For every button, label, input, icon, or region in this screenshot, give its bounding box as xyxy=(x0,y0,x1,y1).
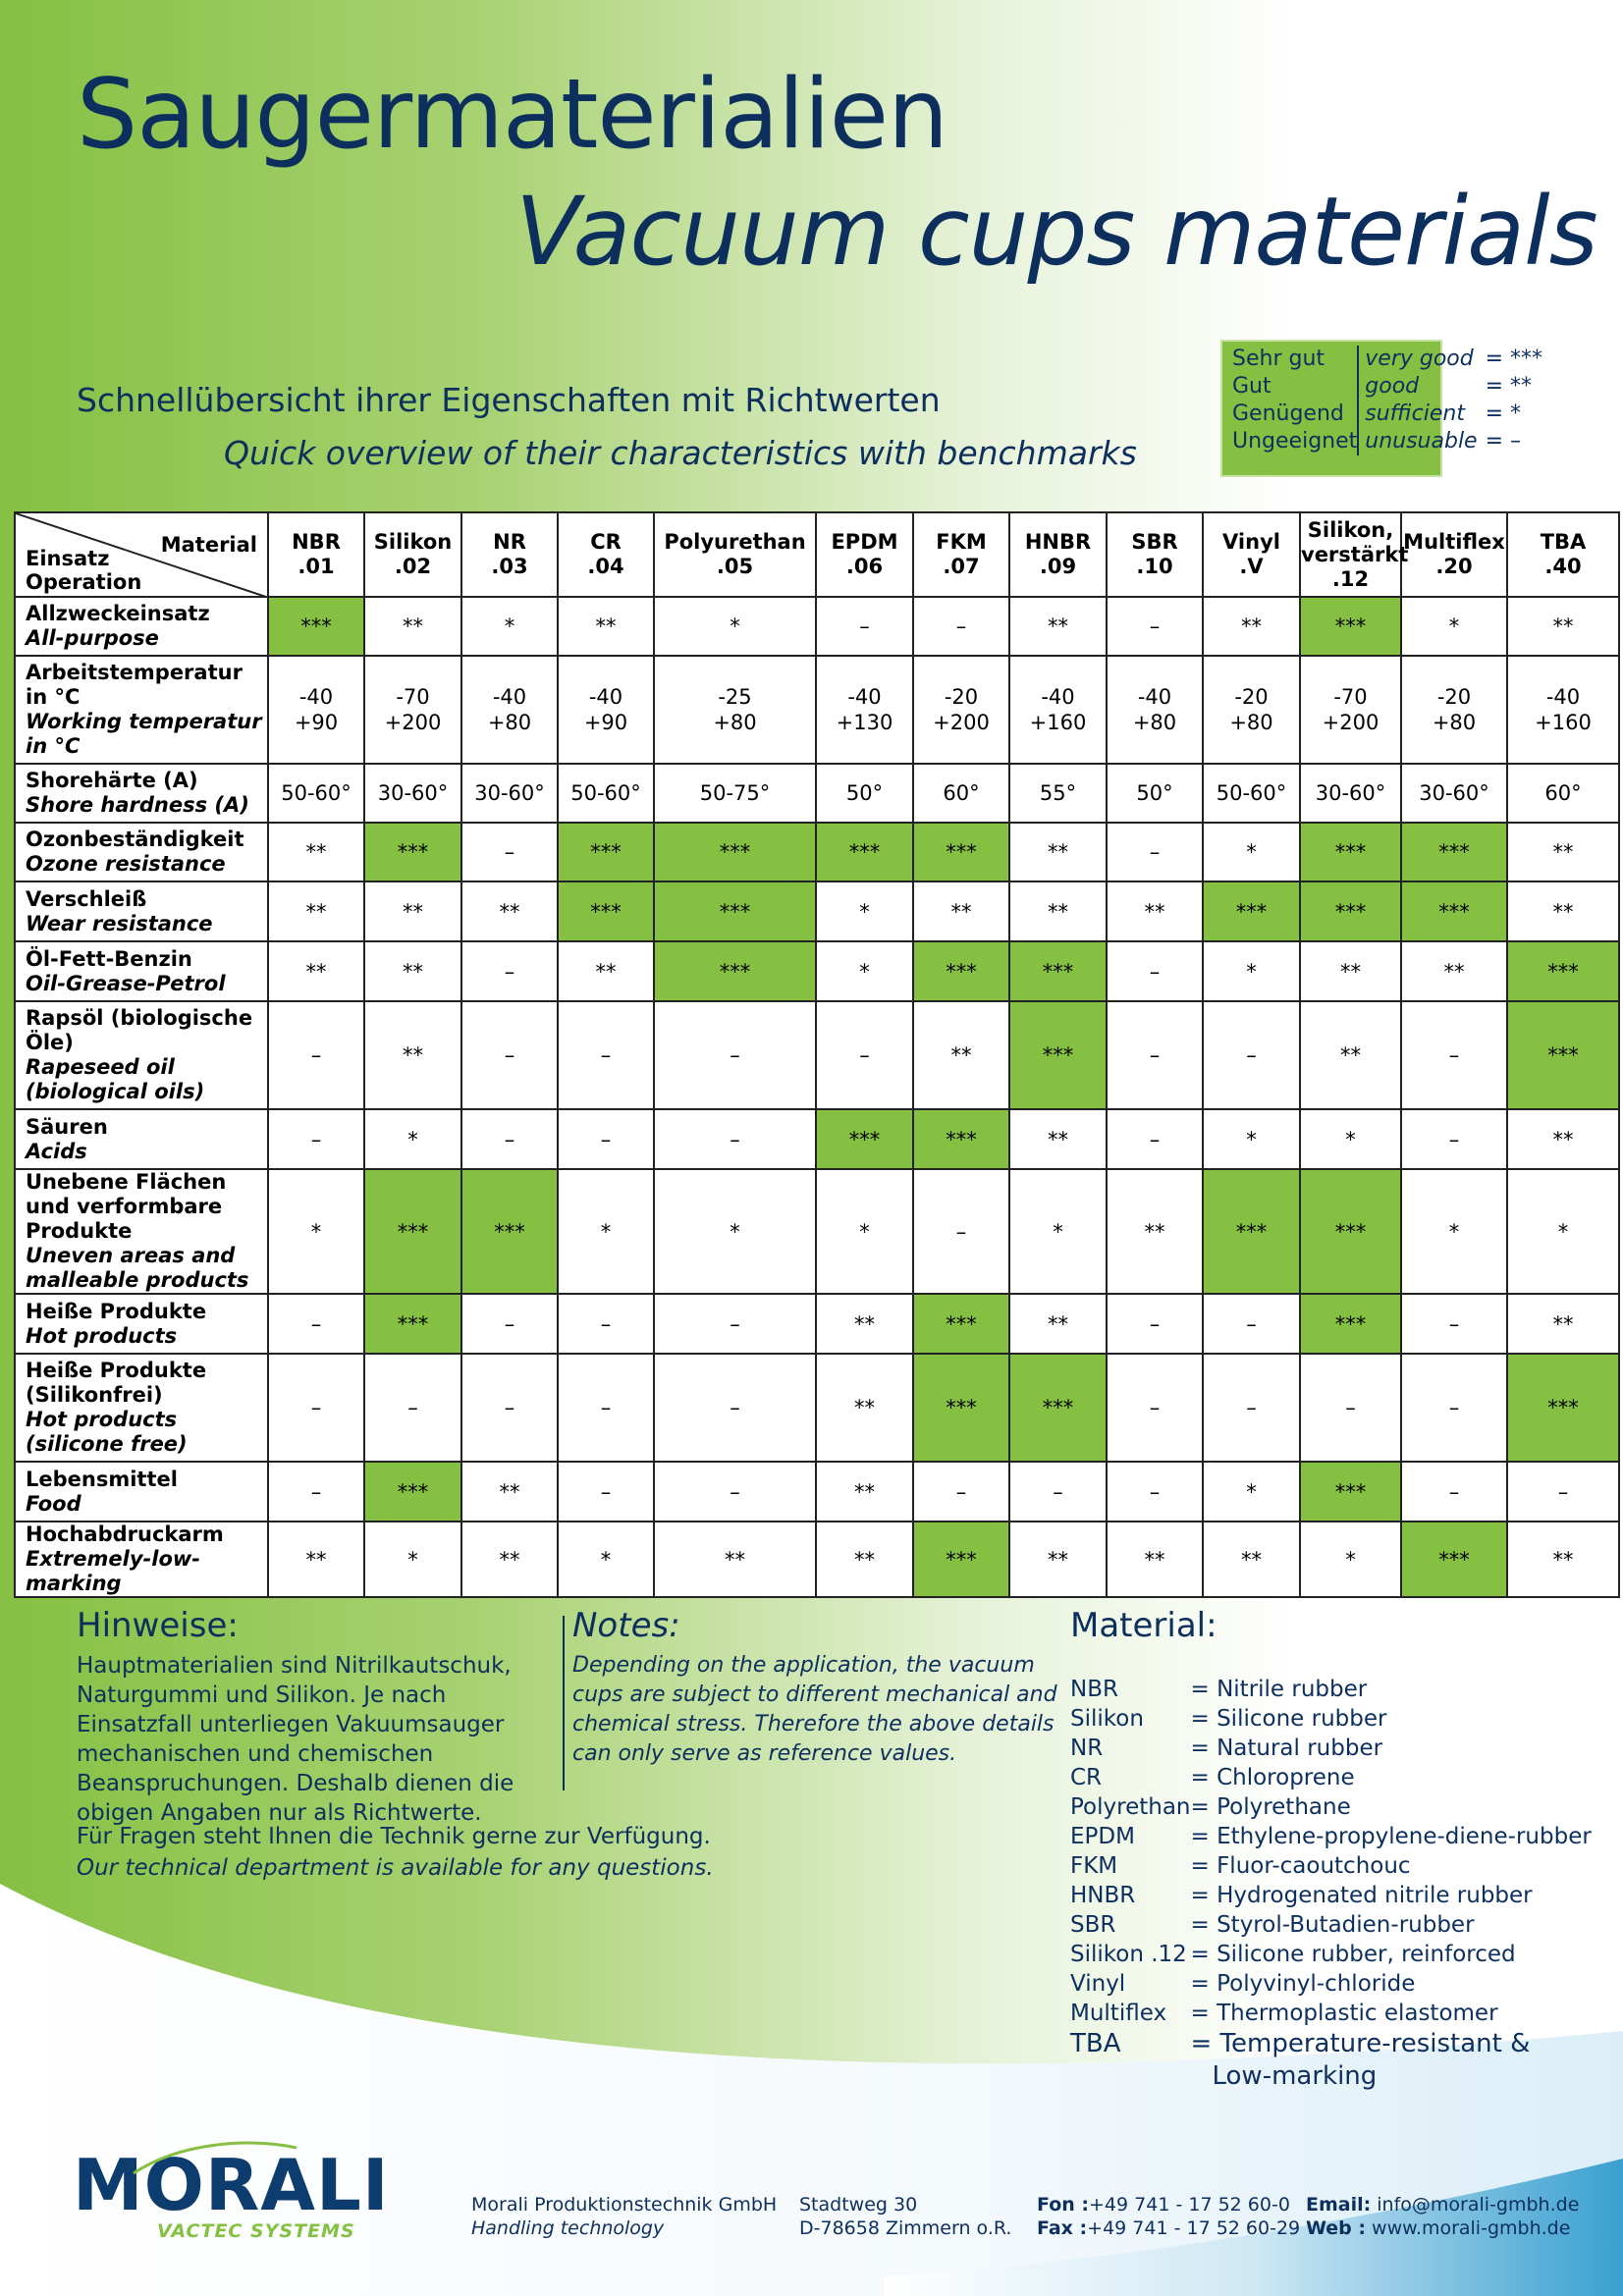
column-header: HNBR .09 xyxy=(1009,512,1107,597)
rating-cell: * xyxy=(1203,941,1300,1001)
rating-cell: 50-60° xyxy=(268,764,364,823)
rating-cell: *** xyxy=(1300,823,1401,881)
rating-cell: – xyxy=(1203,1294,1300,1354)
column-header: EPDM .06 xyxy=(816,512,913,597)
rating-cell: ** xyxy=(1507,881,1619,941)
table-row xyxy=(15,1522,1619,1597)
glossary-row: Low-marking xyxy=(1212,2061,1378,2091)
rating-cell: *** xyxy=(913,1109,1009,1169)
glossary-row: FKM = Fluor-caoutchouc xyxy=(1070,1853,1411,1879)
glossary-row: Silikon = Silicone rubber xyxy=(1070,1706,1387,1732)
rating-cell: ** xyxy=(1507,823,1619,881)
rating-cell: – xyxy=(268,1109,364,1169)
table-row xyxy=(15,1462,1619,1522)
property-label: Lebensmittel Food xyxy=(15,1462,268,1522)
rating-cell: -25 +80 xyxy=(654,656,816,764)
property-label: Unebene Flächen und verformbare Produkte Uneven areas and malleable products xyxy=(15,1169,268,1294)
rating-cell: – xyxy=(558,1109,654,1169)
glossary-row: NR = Natural rubber xyxy=(1070,1735,1383,1761)
column-header: FKM .07 xyxy=(913,512,1009,597)
rating-cell: ** xyxy=(364,941,461,1001)
glossary-row: Vinyl = Polyvinyl-chloride xyxy=(1070,1971,1416,1997)
notes-heading-de: Hinweise: xyxy=(77,1606,239,1645)
rating-cell: ** xyxy=(268,941,364,1001)
glossary-row: Multiflex = Thermoplastic elastomer xyxy=(1070,2001,1498,2026)
rating-cell: ** xyxy=(913,881,1009,941)
property-label: Shorehärte (A) Shore hardness (A) xyxy=(15,764,268,823)
table-row xyxy=(15,656,1619,764)
rating-cell: – xyxy=(816,597,913,656)
rating-cell: – xyxy=(816,1001,913,1109)
property-label: Heiße Produkte Hot products xyxy=(15,1294,268,1354)
table-row xyxy=(15,881,1619,941)
rating-cell: – xyxy=(1507,1462,1619,1522)
rating-cell: – xyxy=(654,1109,816,1169)
rating-cell: – xyxy=(913,1462,1009,1522)
rating-cell: *** xyxy=(461,1169,558,1294)
rating-cell: ** xyxy=(1107,881,1203,941)
rating-cell: * xyxy=(1300,1109,1401,1169)
rating-cell: *** xyxy=(1203,1169,1300,1294)
rating-cell: *** xyxy=(913,823,1009,881)
rating-cell: ** xyxy=(1009,881,1107,941)
rating-cell: *** xyxy=(1203,881,1300,941)
rating-cell: *** xyxy=(558,881,654,941)
rating-cell: – xyxy=(461,1001,558,1109)
rating-cell: * xyxy=(1507,1169,1619,1294)
rating-cell: *** xyxy=(1009,1001,1107,1109)
glossary-row: NBR = Nitrile rubber xyxy=(1070,1677,1368,1702)
rating-cell: – xyxy=(461,941,558,1001)
rating-cell: – xyxy=(558,1294,654,1354)
rating-cell: * xyxy=(1401,597,1507,656)
web-link[interactable]: www.morali-gmbh.de xyxy=(1372,2217,1571,2239)
rating-cell: – xyxy=(364,1354,461,1462)
rating-cell: 50° xyxy=(816,764,913,823)
rating-cell: *** xyxy=(1009,1354,1107,1462)
rating-cell: – xyxy=(654,1462,816,1522)
rating-cell: ** xyxy=(461,1522,558,1597)
rating-cell: – xyxy=(461,1354,558,1462)
rating-cell: – xyxy=(1009,1462,1107,1522)
rating-cell: -40 +90 xyxy=(268,656,364,764)
rating-cell: ** xyxy=(1507,1109,1619,1169)
rating-cell: *** xyxy=(913,1294,1009,1354)
rating-cell: * xyxy=(1203,823,1300,881)
rating-cell: – xyxy=(1203,1354,1300,1462)
rating-cell: ** xyxy=(1107,1522,1203,1597)
rating-cell: ** xyxy=(1507,1294,1619,1354)
table-row xyxy=(15,1294,1619,1354)
rating-cell: ** xyxy=(558,597,654,656)
rating-cell: *** xyxy=(913,1354,1009,1462)
rating-cell: *** xyxy=(364,1169,461,1294)
rating-cell: -20 +80 xyxy=(1203,656,1300,764)
rating-cell: 50-60° xyxy=(558,764,654,823)
rating-cell: – xyxy=(268,1462,364,1522)
rating-cell: – xyxy=(654,1001,816,1109)
rating-cell: *** xyxy=(913,1522,1009,1597)
rating-cell: ** xyxy=(461,1462,558,1522)
rating-cell: 50° xyxy=(1107,764,1203,823)
rating-cell: -20 +200 xyxy=(913,656,1009,764)
rating-cell: 50-75° xyxy=(654,764,816,823)
rating-cell: ** xyxy=(364,1001,461,1109)
rating-cell: – xyxy=(558,1001,654,1109)
rating-cell: * xyxy=(654,597,816,656)
rating-cell: 30-60° xyxy=(461,764,558,823)
rating-cell: ** xyxy=(1009,597,1107,656)
morali-logo: MORALI VACTEC SYSTEMS xyxy=(73,2150,390,2242)
rating-cell: ** xyxy=(268,881,364,941)
rating-cell: 55° xyxy=(1009,764,1107,823)
rating-cell: – xyxy=(913,1169,1009,1294)
rating-cell: *** xyxy=(1507,1354,1619,1462)
rating-cell: 50-60° xyxy=(1203,764,1300,823)
table-row xyxy=(15,1109,1619,1169)
rating-cell: *** xyxy=(1300,1169,1401,1294)
rating-cell: – xyxy=(1203,1001,1300,1109)
rating-cell: *** xyxy=(1507,941,1619,1001)
rating-cell: 30-60° xyxy=(1401,764,1507,823)
rating-cell: *** xyxy=(1507,1001,1619,1109)
rating-cell: * xyxy=(364,1109,461,1169)
rating-cell: *** xyxy=(1300,881,1401,941)
column-header: NR .03 xyxy=(461,512,558,597)
title-en: Vacuum cups materials xyxy=(515,177,1597,287)
rating-cell: – xyxy=(268,1001,364,1109)
rating-cell: ** xyxy=(1009,1294,1107,1354)
footer-company: Morali Produktionstechnik GmbH Handling technology xyxy=(471,2194,778,2239)
rating-cell: – xyxy=(1107,1294,1203,1354)
glossary-row: HNBR = Hydrogenated nitrile rubber xyxy=(1070,1883,1533,1908)
rating-cell: ** xyxy=(1401,941,1507,1001)
rating-cell: -40 +160 xyxy=(1009,656,1107,764)
header-row xyxy=(15,512,1619,597)
footer-contact: Email: info@morali-gmbh.de Web : www.morali-gmbh.de xyxy=(1306,2194,1580,2239)
rating-cell: 30-60° xyxy=(1300,764,1401,823)
property-label: Hochabdruckarm Extremely-low-marking xyxy=(15,1522,268,1597)
rating-cell: ** xyxy=(816,1462,913,1522)
question-de: Für Fragen steht Ihnen die Technik gerne zur Verfügung. xyxy=(77,1824,711,1849)
rating-cell: – xyxy=(654,1294,816,1354)
rating-cell: – xyxy=(1107,1354,1203,1462)
table-row xyxy=(15,1001,1619,1109)
rating-cell: ** xyxy=(1009,1522,1107,1597)
rating-cell: * xyxy=(1203,1462,1300,1522)
rating-cell: ** xyxy=(816,1522,913,1597)
rating-cell: *** xyxy=(654,881,816,941)
table-row xyxy=(15,823,1619,881)
notes-divider xyxy=(563,1616,565,1790)
legend-row: Ungeeignet unusuable = – xyxy=(1232,429,1522,454)
rating-cell: – xyxy=(1107,1001,1203,1109)
column-header: Polyurethan .05 xyxy=(654,512,816,597)
rating-cell: ** xyxy=(461,881,558,941)
rating-cell: ** xyxy=(816,1354,913,1462)
property-label: Rapsöl (biologische Öle) Rapeseed oil (biological oils) xyxy=(15,1001,268,1109)
rating-cell: – xyxy=(1300,1354,1401,1462)
table-row xyxy=(15,597,1619,656)
rating-cell: *** xyxy=(364,823,461,881)
rating-cell: *** xyxy=(364,1462,461,1522)
rating-cell: *** xyxy=(1300,1462,1401,1522)
rating-cell: ** xyxy=(1300,1001,1401,1109)
rating-cell: *** xyxy=(654,941,816,1001)
rating-cell: – xyxy=(558,1462,654,1522)
materials-glossary xyxy=(1070,1675,1592,2093)
rating-cell: ** xyxy=(558,941,654,1001)
rating-cell: – xyxy=(1107,1109,1203,1169)
rating-cell: * xyxy=(558,1169,654,1294)
rating-cell: 30-60° xyxy=(364,764,461,823)
notes-text-en: Depending on the application, the vacuum cups are subject to different mechanical and chemical stress. Therefore the above details can only serve as reference values. xyxy=(572,1653,1057,1766)
rating-cell: – xyxy=(461,823,558,881)
rating-cell: *** xyxy=(913,941,1009,1001)
rating-cell: * xyxy=(364,1522,461,1597)
rating-cell: -40 +80 xyxy=(1107,656,1203,764)
column-header: NBR .01 xyxy=(268,512,364,597)
column-header: Multiflex .20 xyxy=(1401,512,1507,597)
rating-cell: -40 +80 xyxy=(461,656,558,764)
property-label: Arbeitstemperatur in °C Working temperatur in °C xyxy=(15,656,268,764)
rating-cell: * xyxy=(1401,1169,1507,1294)
rating-cell: – xyxy=(1107,597,1203,656)
rating-cell: ** xyxy=(1107,1169,1203,1294)
rating-cell: 60° xyxy=(1507,764,1619,823)
rating-cell: – xyxy=(1401,1109,1507,1169)
rating-cell: – xyxy=(1401,1294,1507,1354)
footer-address: Stadtweg 30 D-78658 Zimmern o.R. xyxy=(799,2194,1012,2239)
rating-cell: *** xyxy=(1401,823,1507,881)
property-label: Säuren Acids xyxy=(15,1109,268,1169)
rating-cell: -20 +80 xyxy=(1401,656,1507,764)
rating-cell: ** xyxy=(654,1522,816,1597)
rating-cell: * xyxy=(1009,1169,1107,1294)
property-label: Ozonbeständigkeit Ozone resistance xyxy=(15,823,268,881)
column-header: CR .04 xyxy=(558,512,654,597)
glossary-row: TBA = Temperature-resistant & xyxy=(1070,2029,1531,2058)
rating-cell: -40 +90 xyxy=(558,656,654,764)
rating-cell: -70 +200 xyxy=(1300,656,1401,764)
rating-cell: -40 +160 xyxy=(1507,656,1619,764)
title-de: Saugermaterialien xyxy=(77,59,948,171)
rating-cell: ** xyxy=(816,1294,913,1354)
table-row xyxy=(15,1354,1619,1462)
rating-cell: ** xyxy=(913,1001,1009,1109)
rating-cell: *** xyxy=(1401,881,1507,941)
glossary-row: CR = Chloroprene xyxy=(1070,1765,1355,1790)
glossary-row: SBR = Styrol-Butadien-rubber xyxy=(1070,1912,1475,1938)
rating-cell: * xyxy=(816,941,913,1001)
rating-cell: * xyxy=(1203,1109,1300,1169)
rating-cell: – xyxy=(268,1294,364,1354)
rating-cell: -70 +200 xyxy=(364,656,461,764)
corner-cell: Material Einsatz Operation xyxy=(15,512,268,597)
rating-cell: – xyxy=(1401,1001,1507,1109)
rating-cell: * xyxy=(816,1169,913,1294)
column-header: SBR .10 xyxy=(1107,512,1203,597)
column-header: Silikon .02 xyxy=(364,512,461,597)
property-label: Allzweckeinsatz All-purpose xyxy=(15,597,268,656)
rating-cell: * xyxy=(1300,1522,1401,1597)
rating-cell: *** xyxy=(558,823,654,881)
table-row xyxy=(15,764,1619,823)
rating-cell: ** xyxy=(268,1522,364,1597)
rating-cell: – xyxy=(654,1354,816,1462)
rating-cell: * xyxy=(816,881,913,941)
property-label: Heiße Produkte (Silikonfrei) Hot products (silicone free) xyxy=(15,1354,268,1462)
column-header: Silikon, verstärkt .12 xyxy=(1300,512,1401,597)
rating-cell: *** xyxy=(654,823,816,881)
rating-cell: – xyxy=(461,1109,558,1169)
rating-cell: *** xyxy=(1009,941,1107,1001)
glossary-row: EPDM = Ethylene-propylene-diene-rubber xyxy=(1070,1824,1592,1849)
email-link[interactable]: info@morali-gmbh.de xyxy=(1377,2194,1580,2216)
rating-cell: ** xyxy=(364,881,461,941)
table-row xyxy=(15,941,1619,1001)
legend-row: Gut good = ** xyxy=(1232,374,1533,399)
rating-cell: *** xyxy=(816,1109,913,1169)
rating-cell: ** xyxy=(1203,597,1300,656)
subtitle-en: Quick overview of their characteristics with benchmarks xyxy=(224,434,1137,472)
rating-cell: 60° xyxy=(913,764,1009,823)
rating-cell: – xyxy=(1401,1462,1507,1522)
rating-cell: * xyxy=(558,1522,654,1597)
legend-row: Genügend sufficient = * xyxy=(1232,401,1522,426)
property-label: Öl-Fett-Benzin Oil-Grease-Petrol xyxy=(15,941,268,1001)
legend-row: Sehr gut very good = *** xyxy=(1232,347,1543,371)
rating-legend xyxy=(1220,340,1543,477)
glossary-row: Silikon .12 = Silicone rubber, reinforced xyxy=(1070,1942,1516,1967)
rating-cell: – xyxy=(913,597,1009,656)
rating-cell: *** xyxy=(268,597,364,656)
subtitle-de: Schnellübersicht ihrer Eigenschaften mit Richtwerten xyxy=(77,381,941,419)
rating-cell: ** xyxy=(1300,941,1401,1001)
rating-cell: ** xyxy=(1203,1522,1300,1597)
rating-cell: *** xyxy=(816,823,913,881)
rating-cell: – xyxy=(461,1294,558,1354)
rating-cell: ** xyxy=(364,597,461,656)
footer-phone: Fon :+49 741 - 17 52 60-0 Fax :+49 741 - 17 52 60-29 xyxy=(1037,2194,1301,2239)
rating-cell: – xyxy=(1107,1462,1203,1522)
rating-cell: ** xyxy=(1507,1522,1619,1597)
table-row xyxy=(15,1169,1619,1294)
rating-cell: ** xyxy=(268,823,364,881)
rating-cell: – xyxy=(1107,941,1203,1001)
rating-cell: *** xyxy=(1300,597,1401,656)
property-label: Verschleiß Wear resistance xyxy=(15,881,268,941)
rating-cell: – xyxy=(558,1354,654,1462)
rating-cell: * xyxy=(654,1169,816,1294)
rating-cell: – xyxy=(268,1354,364,1462)
rating-cell: – xyxy=(1401,1354,1507,1462)
rating-cell: ** xyxy=(1009,823,1107,881)
logo-swoosh xyxy=(132,2138,298,2177)
materials-table xyxy=(14,511,1620,1598)
rating-cell: *** xyxy=(1300,1294,1401,1354)
notes-heading-en: Notes: xyxy=(572,1606,680,1645)
materials-heading: Material: xyxy=(1070,1606,1217,1645)
notes-text-de: Hauptmaterialien sind Nitrilkautschuk, Naturgummi und Silikon. Je nach Einsatzfall unterliegen Vakuumsauger mechanischen und chemischen Beanspruchungen. Deshalb dienen die obigen Angaben nur als Richtwerte. xyxy=(77,1653,514,1826)
rating-cell: ** xyxy=(1009,1109,1107,1169)
glossary-row: Polyrethan = Polyrethane xyxy=(1070,1794,1351,1820)
rating-cell: * xyxy=(461,597,558,656)
rating-cell: *** xyxy=(364,1294,461,1354)
rating-cell: *** xyxy=(1401,1522,1507,1597)
question-en: Our technical department is available for any questions. xyxy=(77,1855,714,1881)
column-header: Vinyl .V xyxy=(1203,512,1300,597)
rating-cell: * xyxy=(268,1169,364,1294)
rating-cell: ** xyxy=(1507,597,1619,656)
rating-cell: – xyxy=(1107,823,1203,881)
rating-cell: -40 +130 xyxy=(816,656,913,764)
column-header: TBA .40 xyxy=(1507,512,1619,597)
